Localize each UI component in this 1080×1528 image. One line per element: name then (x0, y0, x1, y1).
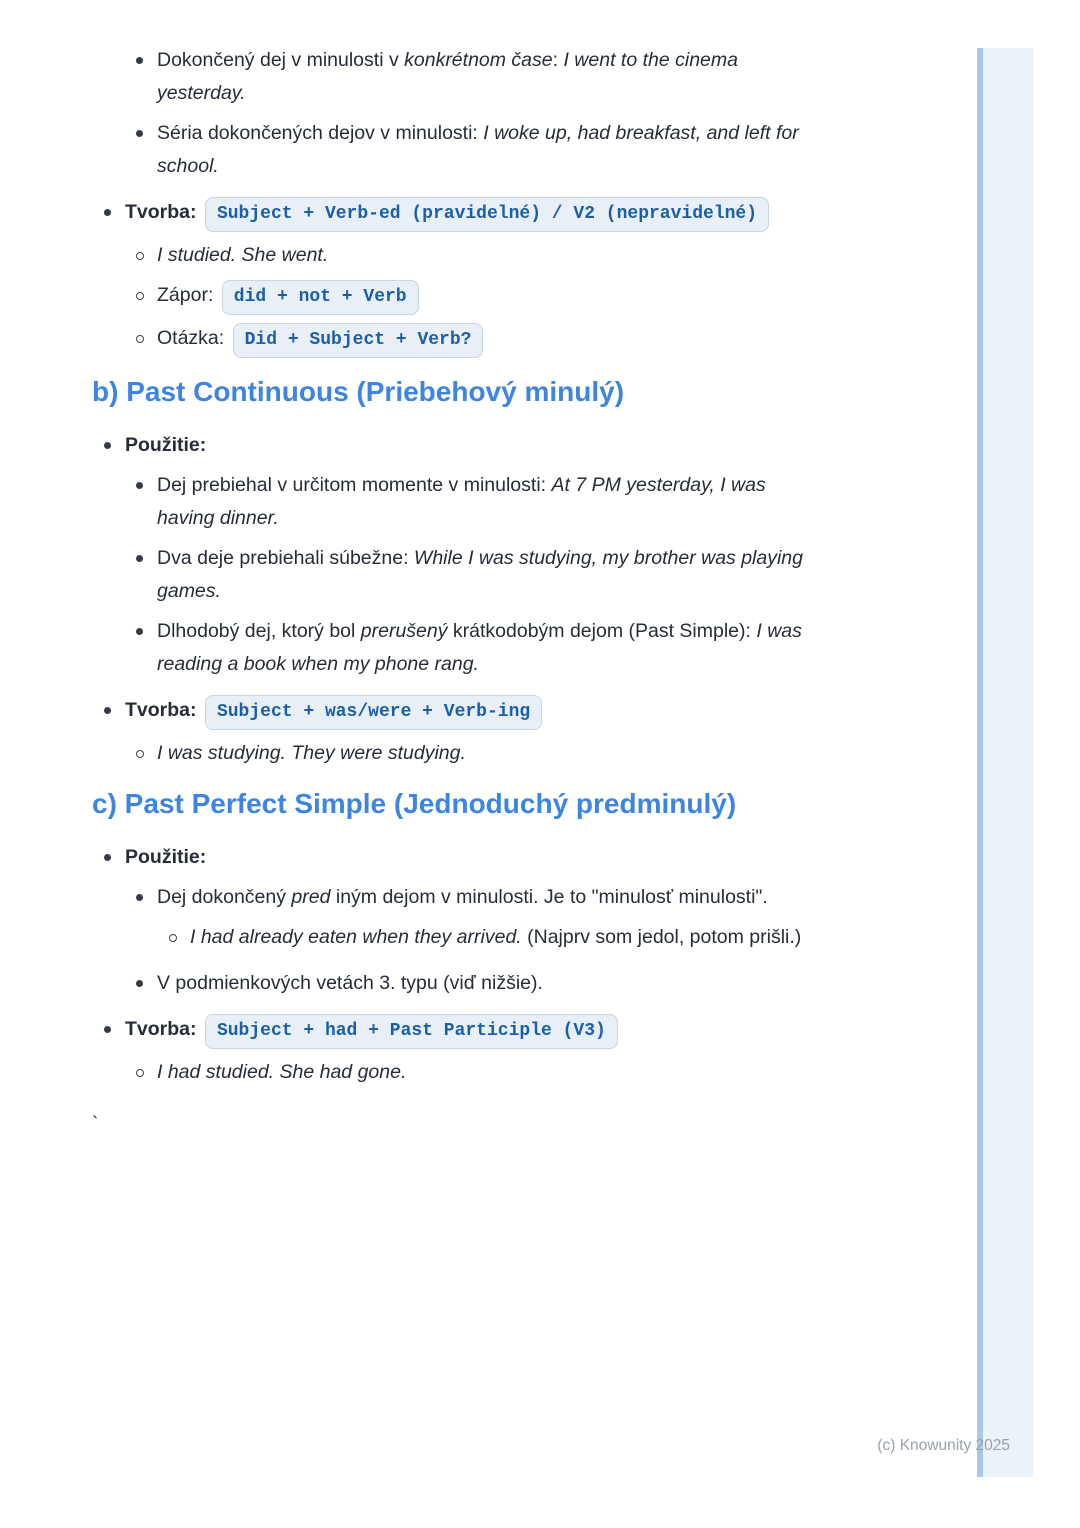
text-segment: At 7 PM yesterday, I was having dinner. (157, 474, 766, 529)
list-item (0, 967, 822, 1000)
text-segment: b) Past Continuous (Priebehový minulý) (92, 376, 625, 407)
copyright-footer: (c) Knowunity 2025 (877, 1437, 1010, 1454)
text-segment: Dlhodobý dej, ktorý bol (157, 620, 361, 642)
list-item (0, 322, 822, 358)
text-segment: I woke up, had breakfast, and left for school. (157, 122, 799, 177)
formula-badge: Did + Subject + Verb? (233, 323, 484, 358)
list-item (0, 737, 822, 770)
text-segment: krátkodobým dejom (Past Simple): (447, 620, 757, 642)
list-item (0, 542, 822, 608)
formula-badge: Subject + Verb-ed (pravidelné) / V2 (nepravidelné) (205, 197, 769, 232)
formula-badge: did + not + Verb (222, 280, 419, 315)
section-heading (0, 784, 822, 824)
text-segment: prerušený (360, 620, 448, 642)
text-segment: Dej dokončený (157, 886, 292, 908)
list-item (0, 881, 822, 914)
list-item (0, 841, 822, 874)
list-item (0, 196, 822, 232)
text-segment: pred (291, 886, 331, 908)
text-segment: Zápor: (157, 284, 219, 306)
text-segment: I was studying. They were studying. (157, 742, 466, 764)
text-segment: I had already eaten when they arrived. (190, 926, 522, 948)
list-item (0, 469, 822, 535)
list-item (0, 279, 822, 315)
text-segment: Séria dokončených dejov v minulosti: (157, 122, 484, 144)
list-item (0, 1013, 822, 1049)
page-edge-line (977, 48, 983, 1477)
section-heading (0, 372, 822, 412)
formula-badge: Subject + had + Past Participle (V3) (205, 1014, 618, 1049)
text-segment: Tvorba: (125, 1018, 202, 1040)
list-item (0, 117, 822, 183)
list-item (0, 1056, 822, 1089)
text-segment: : (552, 49, 564, 71)
list-item (0, 694, 822, 730)
list-item (0, 921, 822, 954)
text-segment: I went to the cinema yesterday. (157, 49, 738, 104)
text-segment: Dva deje prebiehali súbežne: (157, 547, 414, 569)
list-item (0, 429, 822, 462)
list-item (0, 615, 822, 681)
text-segment: Tvorba: (125, 201, 202, 223)
text-segment: I was reading a book when my phone rang. (157, 620, 802, 675)
formula-badge: Subject + was/were + Verb-ing (205, 695, 542, 730)
list-item (0, 239, 822, 272)
notes-content (0, 44, 822, 1135)
text-segment: (Najprv som jedol, potom prišli.) (521, 926, 802, 948)
text-segment: While I was studying, my brother was playing games. (157, 547, 803, 602)
text-segment: c) Past Perfect Simple (Jednoduchý predminulý) (92, 788, 737, 819)
text-segment: I studied. She went. (157, 244, 329, 266)
text-segment: Otázka: (157, 327, 230, 349)
text-segment: I had studied. She had gone. (157, 1061, 407, 1083)
text-segment: Dokončený dej v minulosti v (157, 49, 405, 71)
text-segment: Použitie: (125, 846, 207, 868)
text-segment: konkrétnom čase (404, 49, 553, 71)
text-segment: V podmienkových vetách 3. typu (viď nižšie). (157, 972, 543, 994)
text-segment: iným dejom v minulosti. Je to "minulosť minulosti". (330, 886, 768, 908)
stray-backtick: ` (92, 1114, 99, 1135)
text-segment: Dej prebiehal v určitom momente v minulosti: (157, 474, 552, 496)
text-segment: Použitie: (125, 434, 207, 456)
list-item (0, 44, 822, 110)
page-side-rail (983, 48, 1033, 1477)
text-segment: Tvorba: (125, 699, 202, 721)
